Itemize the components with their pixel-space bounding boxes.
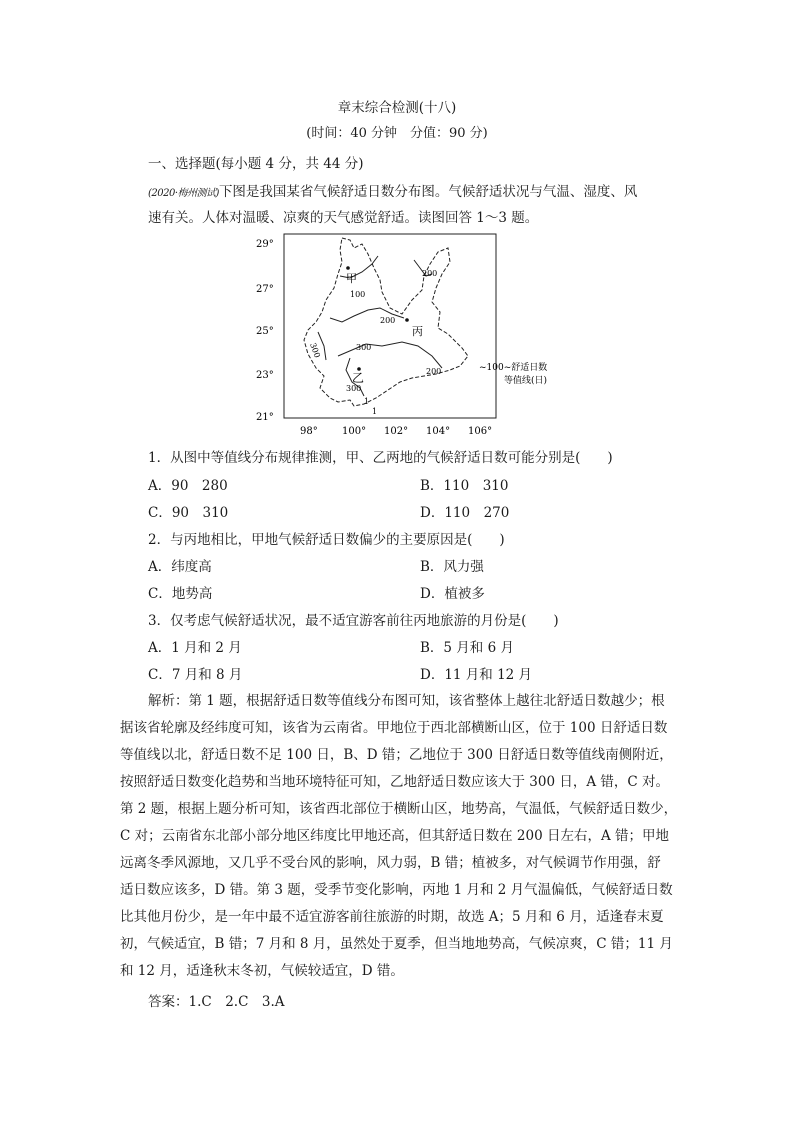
source-tag: (2020·梅州测试) [148,188,219,199]
y-tick-21: 21° [256,412,274,423]
analysis-line-11: 和 12 月，适逢秋末冬初，气候较适宜，D 错。 [120,963,404,979]
x-tick-106: 106° [468,426,493,437]
q1-option-d: D．110 270 [420,505,510,521]
analysis-line-9: 比其他月份少，是一年中最不适宜游客前往旅游的时期，故选 A；5 月和 6 月，适逢春末夏 [120,909,664,925]
page-title: 章末综合检测(十八) [337,100,457,116]
q2-option-a: A．纬度高 [148,559,212,575]
intro-line-1 [148,180,637,200]
analysis-line-3: 等值线以北，舒适日数不足 100 日，B、D 错；乙地位于 300 日舒适日数等值线南侧附近， [120,747,673,763]
x-tick-100: 100° [342,426,367,437]
analysis-line-6: C 对；云南省东北部小部分地区纬度比甲地还高，但其舒适日数在 200 日左右，A 错；甲地 [120,828,670,844]
contour-label-300-south: 300 [346,384,362,393]
contour-label-100: 100 [350,290,366,299]
q1-option-b: B．110 310 [420,478,509,494]
contour-label-1a: 1 [364,397,370,406]
analysis-line-4: 按照舒适日数变化趋势和当地环境特征可知，乙地舒适日数应该大于 300 日，A 错，C 对。 [120,774,670,790]
y-tick-29: 29° [256,239,274,250]
y-tick-25: 25° [256,326,274,337]
question-1: 1．从图中等值线分布规律推测，甲、乙两地的气候舒适日数可能分别是( ) [148,450,613,466]
contour-label-200-se: 200 [426,367,442,376]
y-tick-23: 23° [256,370,274,381]
q3-option-d: D．11 月和 12 月 [420,667,533,683]
q2-option-d: D．植被多 [420,586,485,602]
x-tick-98: 98° [300,426,318,437]
comfort-days-map [254,228,554,440]
place-yi: 乙 [352,371,365,385]
q3-option-a: A．1 月和 2 月 [148,640,242,656]
analysis-line-8: 适日数应该多，D 错。第 3 题，受季节变化影响，丙地 1 月和 2 月气温偏低，气候舒适日数 [120,882,673,898]
place-jia: 甲 [346,272,357,285]
page-subtitle: (时间：40 分钟 分值：90 分) [306,126,488,141]
place-bing-dot [405,318,409,322]
place-jia-dot [346,266,350,270]
contour-label-1b: 1 [372,407,378,416]
question-2: 2．与丙地相比，甲地气候舒适日数偏少的主要原因是( ) [148,532,505,548]
intro-line-2: 速有关。人体对温暖、凉爽的天气感觉舒适。读图回答 1～3 题。 [148,210,539,226]
analysis-line-10: 初，气候适宜，B 错；7 月和 8 月，虽然处于夏季，但当地地势高，气候凉爽，C 错；11 月 [120,936,673,952]
y-tick-27: 27° [256,284,274,295]
answer-key: 答案：1.C 2.C 3.A [148,994,285,1010]
q2-option-b: B．风力强 [420,559,484,575]
x-tick-102: 102° [384,426,409,437]
q3-option-b: B．5 月和 6 月 [420,640,514,656]
legend-line-1: ~100~舒适日数 [479,363,548,373]
section-heading: 一、选择题(每小题 4 分，共 44 分) [148,156,364,172]
legend-line-2: 等值线(日) [504,376,548,386]
q1-option-c: C．90 310 [148,505,229,521]
analysis-line-7: 远离冬季风源地，又几乎不受台风的影响，风力弱，B 错；植被多，对气候调节作用强，舒 [120,855,661,871]
contour-label-300-west: 300 [308,341,322,360]
contour-label-200-ne: 200 [422,269,438,278]
q3-option-c: C．7 月和 8 月 [148,667,243,683]
question-3: 3．仅考虑气候舒适状况，最不适宜游客前往丙地旅游的月份是( ) [148,613,559,629]
analysis-line-5: 第 2 题，根据上题分析可知，该省西北部位于横断山区，地势高，气温低，气候舒适日数少， [120,801,678,817]
q1-option-a: A．90 280 [148,478,228,494]
intro-text-1: 下图是我国某省气候舒适日数分布图。气候舒适状况与气温、湿度、风 [218,184,638,200]
contour-label-300-mid: 300 [356,343,372,352]
contour-label-200-mid: 200 [380,316,396,325]
isoline-300 [338,342,442,368]
x-tick-104: 104° [426,426,451,437]
analysis-line-2: 据该省轮廓及经纬度可知，该省为云南省。甲地位于西北部横断山区，位于 100 日舒适日数 [120,720,668,736]
analysis-line-1: 解析：第 1 题，根据舒适日数等值线分布图可知，该省整体上越往北舒适日数越少；根 [148,693,665,709]
q2-option-c: C．地势高 [148,586,213,602]
map-frame [284,234,496,418]
place-bing: 丙 [412,325,423,338]
